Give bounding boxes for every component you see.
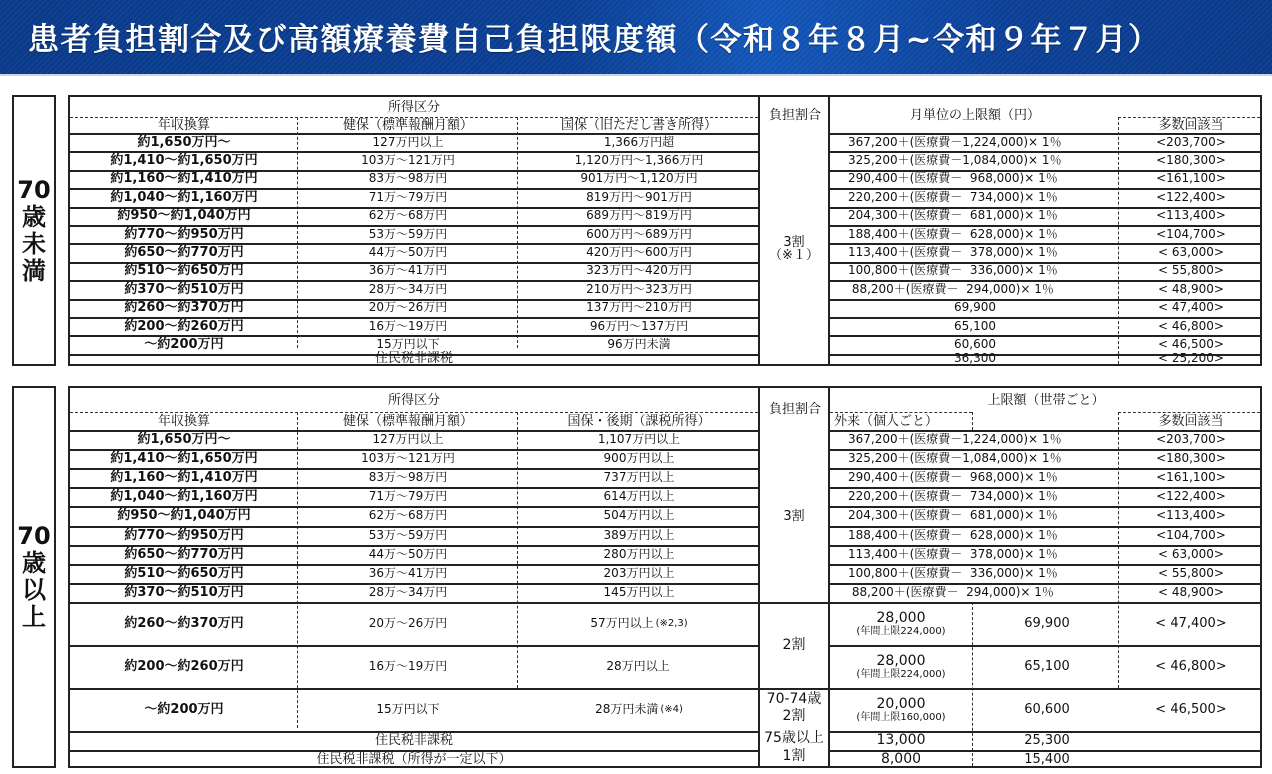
- limit-cell: 113,400＋(医療費－ 378,000)× 1％: [848, 245, 1058, 260]
- income-cell: 約1,650万円～: [137, 134, 231, 150]
- income-cell: 約950～約1,040万円: [117, 208, 251, 224]
- header-household-limit: 上限額（世帯ごと）: [987, 392, 1105, 408]
- kokuho-cell: 614万円以上: [603, 489, 675, 504]
- multiple-cell: < 46,800>: [1158, 318, 1224, 333]
- limit-cell: 100,800＋(医療費－ 336,000)× 1％: [848, 263, 1058, 278]
- income-cell: 約370～約510万円: [124, 281, 244, 297]
- kenpo-cell: 103万～121万円: [361, 153, 455, 168]
- multiple-cell: < 46,800>: [1155, 659, 1227, 674]
- income-cell: 約1,160～約1,410万円: [110, 171, 258, 187]
- burden-ratio-2wari: 2割: [782, 636, 806, 653]
- kenpo-cell: 16万～19万円: [368, 318, 448, 333]
- multiple-cell: <161,100>: [1156, 171, 1226, 186]
- kenpo-cell: 83万～98万円: [368, 470, 448, 485]
- header-kokuho: 国保・後期（課税所得）: [567, 413, 711, 429]
- burden-ratio-note: （※１）: [769, 247, 819, 263]
- header-outpatient: 外来（個人ごと）: [834, 413, 939, 429]
- multiple-cell: <104,700>: [1156, 226, 1226, 241]
- kenpo-cell: 36万～41万円: [368, 565, 448, 580]
- income-cell: 約950～約1,040万円: [117, 508, 251, 524]
- kokuho-cell: 819万円～901万円: [586, 189, 692, 204]
- kokuho-cell: 1,366万円超: [603, 134, 675, 149]
- household-cell: 15,400: [1024, 752, 1070, 767]
- header-income-group: 所得区分: [387, 99, 440, 115]
- kokuho-cell: 689万円～819万円: [586, 208, 692, 223]
- kokuho-cell: 389万円以上: [603, 527, 675, 542]
- kenpo-cell: 16万～19万円: [368, 659, 448, 673]
- header-monthly-limit: 月単位の上限額（円）: [909, 107, 1040, 123]
- kokuho-cell: 203万円以上: [603, 565, 675, 580]
- income-cell: 約1,040～約1,160万円: [110, 189, 258, 205]
- side-label-char: 上: [22, 603, 46, 631]
- kokuho-cell: 737万円以上: [603, 470, 675, 485]
- kenpo-cell: 15万円以下: [376, 337, 440, 352]
- kokuho-cell: 96万円未満: [607, 337, 671, 352]
- exempt-label: 住民税非課税（所得が一定以下）: [316, 752, 512, 767]
- income-cell: 約1,040～約1,160万円: [110, 489, 258, 505]
- kenpo-cell: 53万～59万円: [368, 527, 448, 542]
- kokuho-cell: 1,107万円以上: [597, 432, 681, 447]
- income-cell: 約370～約510万円: [124, 584, 244, 600]
- income-cell: ～約200万円: [144, 337, 224, 353]
- ratio-70-74-value: 2割: [782, 708, 806, 724]
- kokuho-value: 28万円未満: [595, 702, 659, 716]
- exempt-label: 住民税非課税: [374, 351, 453, 367]
- limit-cell: 60,600: [954, 337, 996, 352]
- burden-ratio-value: 3割: [783, 234, 805, 250]
- header-kokuho: 国保（旧ただし書き所得）: [560, 117, 717, 133]
- limit-cell: 69,900: [954, 300, 996, 315]
- kenpo-cell: 103万～121万円: [361, 451, 455, 466]
- multiple-cell: < 48,900>: [1158, 281, 1224, 296]
- header-multiple: 多数回該当: [1158, 117, 1224, 133]
- exempt-label: 住民税非課税: [374, 733, 453, 748]
- outpatient-cell: [830, 688, 972, 731]
- side-label-under70: [12, 95, 56, 366]
- household-cell: 65,100: [1024, 659, 1070, 674]
- limit-cell: 367,200＋(医療費－1,224,000)× 1％: [848, 432, 1062, 447]
- header-burden-ratio: 負担割合: [768, 401, 821, 417]
- burden-ratio-3wari: 3割: [783, 508, 805, 524]
- household-cell: 60,600: [1024, 702, 1070, 717]
- limit-cell: 100,800＋(医療費－ 336,000)× 1％: [848, 565, 1058, 580]
- side-label-char: 満: [22, 256, 46, 285]
- kokuho-cell: 280万円以上: [603, 546, 675, 561]
- limit-cell: 220,200＋(医療費－ 734,000)× 1％: [848, 489, 1058, 504]
- outpatient-value: 28,000: [876, 609, 926, 626]
- income-cell: 約1,650万円～: [137, 432, 231, 448]
- income-cell: 約650～約770万円: [124, 546, 244, 562]
- kokuho-value: 57万円以上: [590, 616, 654, 630]
- limit-cell: 290,400＋(医療費－ 968,000)× 1％: [848, 171, 1058, 186]
- income-cell: 約510～約650万円: [124, 263, 244, 279]
- ratio-75-value: 1割: [782, 748, 806, 764]
- multiple-cell: < 63,000>: [1158, 546, 1224, 561]
- kenpo-cell: 20万～26万円: [368, 616, 448, 630]
- income-cell: 約1,410～約1,650万円: [110, 451, 258, 467]
- outpatient-cell: [830, 602, 972, 645]
- multiple-cell: < 47,400>: [1155, 616, 1227, 631]
- side-label-over70: [12, 386, 56, 768]
- multiple-cell: <104,700>: [1156, 527, 1226, 542]
- side-label-char: 以: [22, 576, 46, 604]
- table-over70: [68, 386, 1262, 768]
- income-cell: 約650～約770万円: [124, 245, 244, 261]
- income-cell: 約510～約650万円: [124, 565, 244, 581]
- multiple-cell: <161,100>: [1156, 470, 1226, 485]
- limit-cell: 204,300＋(医療費－ 681,000)× 1％: [848, 508, 1058, 523]
- limit-cell: 325,200＋(医療費－1,084,000)× 1％: [848, 153, 1062, 168]
- header-kenpo: 健保（標準報酬月額）: [342, 413, 473, 429]
- kokuho-cell: [518, 645, 760, 688]
- multiple-cell: < 25,200>: [1158, 351, 1224, 366]
- burden-ratio-3wari: [760, 133, 828, 364]
- outpatient-annual-note: (年間上限224,000): [856, 668, 946, 680]
- limit-cell: 325,200＋(医療費－1,084,000)× 1％: [848, 451, 1062, 466]
- outpatient-cell: [830, 645, 972, 688]
- multiple-cell: < 46,500>: [1158, 337, 1224, 352]
- kokuho-value: 28万円以上: [606, 659, 670, 673]
- limit-cell: 188,400＋(医療費－ 628,000)× 1％: [848, 226, 1058, 241]
- kenpo-cell: 44万～50万円: [368, 245, 448, 260]
- kenpo-cell: 15万円以下: [376, 702, 440, 716]
- outpatient-annual-note: (年間上限160,000): [856, 711, 946, 723]
- income-cell: 約200～約260万円: [124, 318, 244, 334]
- kokuho-cell: 210万円～323万円: [586, 281, 692, 296]
- header-annual-income: 年収換算: [157, 117, 210, 133]
- multiple-cell: <203,700>: [1156, 134, 1226, 149]
- ratio-75-age: 75歳以上: [764, 730, 824, 746]
- kokuho-cell: 901万円～1,120万円: [580, 171, 698, 186]
- multiple-cell: <180,300>: [1156, 153, 1226, 168]
- side-label-char: 歳: [22, 202, 46, 231]
- multiple-cell: < 55,800>: [1158, 565, 1224, 580]
- income-cell: 約770～約950万円: [124, 527, 244, 543]
- kenpo-cell: 83万～98万円: [368, 171, 448, 186]
- multiple-cell: <113,400>: [1156, 208, 1226, 223]
- kokuho-cell: 96万円～137万円: [589, 318, 689, 333]
- limit-cell: 113,400＋(医療費－ 378,000)× 1％: [848, 546, 1058, 561]
- ratio-70-74-age: 70-74歳: [766, 691, 822, 707]
- limit-cell: 290,400＋(医療費－ 968,000)× 1％: [848, 470, 1058, 485]
- limit-cell: 36,300: [954, 351, 996, 366]
- household-cell: 69,900: [1024, 616, 1070, 631]
- income-cell: 約1,160～約1,410万円: [110, 470, 258, 486]
- multiple-cell: < 48,900>: [1158, 584, 1224, 599]
- kokuho-cell: [518, 688, 760, 731]
- kokuho-footnote: (※4): [660, 704, 683, 715]
- limit-cell: 88,200＋(医療費－ 294,000)× 1％: [848, 281, 1054, 296]
- side-label-char: 70: [17, 175, 51, 204]
- title-bar: [0, 0, 1272, 76]
- limit-cell: 367,200＋(医療費－1,224,000)× 1％: [848, 134, 1062, 149]
- limit-cell: 204,300＋(医療費－ 681,000)× 1％: [848, 208, 1058, 223]
- multiple-cell: < 55,800>: [1158, 263, 1224, 278]
- kenpo-cell: 36万～41万円: [368, 263, 448, 278]
- kenpo-cell: 53万～59万円: [368, 226, 448, 241]
- side-label-char: 歳: [22, 549, 46, 577]
- multiple-cell: <122,400>: [1156, 489, 1226, 504]
- kenpo-cell: 62万～68万円: [368, 508, 448, 523]
- burden-ratio-70-74: [760, 688, 828, 728]
- limit-cell: 88,200＋(医療費－ 294,000)× 1％: [848, 584, 1054, 599]
- side-label-char: 70: [17, 522, 51, 550]
- kenpo-cell: 62万～68万円: [368, 208, 448, 223]
- header-burden-ratio: 負担割合: [768, 107, 821, 123]
- income-cell: 約260～約370万円: [124, 300, 244, 316]
- multiple-cell: < 47,400>: [1158, 300, 1224, 315]
- limit-cell: 65,100: [954, 318, 996, 333]
- income-cell: 約770～約950万円: [124, 226, 244, 242]
- outpatient-value: 20,000: [876, 695, 926, 712]
- kenpo-cell: 28万～34万円: [368, 281, 448, 296]
- household-cell: 25,300: [1024, 733, 1070, 748]
- kenpo-cell: 20万～26万円: [368, 300, 448, 315]
- kokuho-cell: 137万円～210万円: [586, 300, 692, 315]
- kenpo-cell: 127万円以上: [372, 134, 444, 149]
- kokuho-cell: [518, 602, 760, 645]
- kokuho-cell: 420万円～600万円: [586, 245, 692, 260]
- kokuho-cell: 323万円～420万円: [586, 263, 692, 278]
- kenpo-cell: 71万～79万円: [368, 189, 448, 204]
- multiple-cell: <180,300>: [1156, 451, 1226, 466]
- multiple-cell: <122,400>: [1156, 189, 1226, 204]
- kenpo-cell: 71万～79万円: [368, 489, 448, 504]
- multiple-cell: < 63,000>: [1158, 245, 1224, 260]
- outpatient-annual-note: (年間上限224,000): [856, 625, 946, 637]
- burden-ratio-75: [760, 728, 828, 766]
- limit-cell: 188,400＋(医療費－ 628,000)× 1％: [848, 527, 1058, 542]
- header-kenpo: 健保（標準報酬月額）: [342, 117, 473, 133]
- kokuho-cell: 504万円以上: [603, 508, 675, 523]
- page-title: 患者負担割合及び高額療養費自己負担限度額（令和８年８月~令和９年７月）: [28, 22, 1161, 58]
- income-cell: ～約200万円: [144, 702, 224, 717]
- side-label-char: 未: [22, 229, 46, 258]
- kenpo-cell: 44万～50万円: [368, 546, 448, 561]
- kokuho-cell: 600万円～689万円: [586, 226, 692, 241]
- outpatient-cell: 8,000: [880, 751, 922, 767]
- limit-cell: 220,200＋(医療費－ 734,000)× 1％: [848, 189, 1058, 204]
- table-under70: [68, 95, 1262, 366]
- kokuho-cell: 900万円以上: [603, 451, 675, 466]
- income-cell: 約200～約260万円: [124, 659, 244, 674]
- kenpo-cell: 28万～34万円: [368, 584, 448, 599]
- header-income-group: 所得区分: [387, 392, 440, 408]
- kenpo-cell: 127万円以上: [372, 432, 444, 447]
- kokuho-footnote: (※2,3): [655, 618, 688, 629]
- outpatient-cell: 13,000: [876, 732, 926, 748]
- income-cell: 約260～約370万円: [124, 616, 244, 631]
- multiple-cell: <113,400>: [1156, 508, 1226, 523]
- kokuho-cell: 1,120万円～1,366万円: [574, 153, 704, 168]
- outpatient-value: 28,000: [876, 652, 926, 669]
- multiple-cell: <203,700>: [1156, 432, 1226, 447]
- multiple-cell: < 46,500>: [1155, 702, 1227, 717]
- header-annual-income: 年収換算: [157, 413, 210, 429]
- income-cell: 約1,410～約1,650万円: [110, 153, 258, 169]
- header-multiple: 多数回該当: [1158, 413, 1224, 429]
- kokuho-cell: 145万円以上: [603, 584, 675, 599]
